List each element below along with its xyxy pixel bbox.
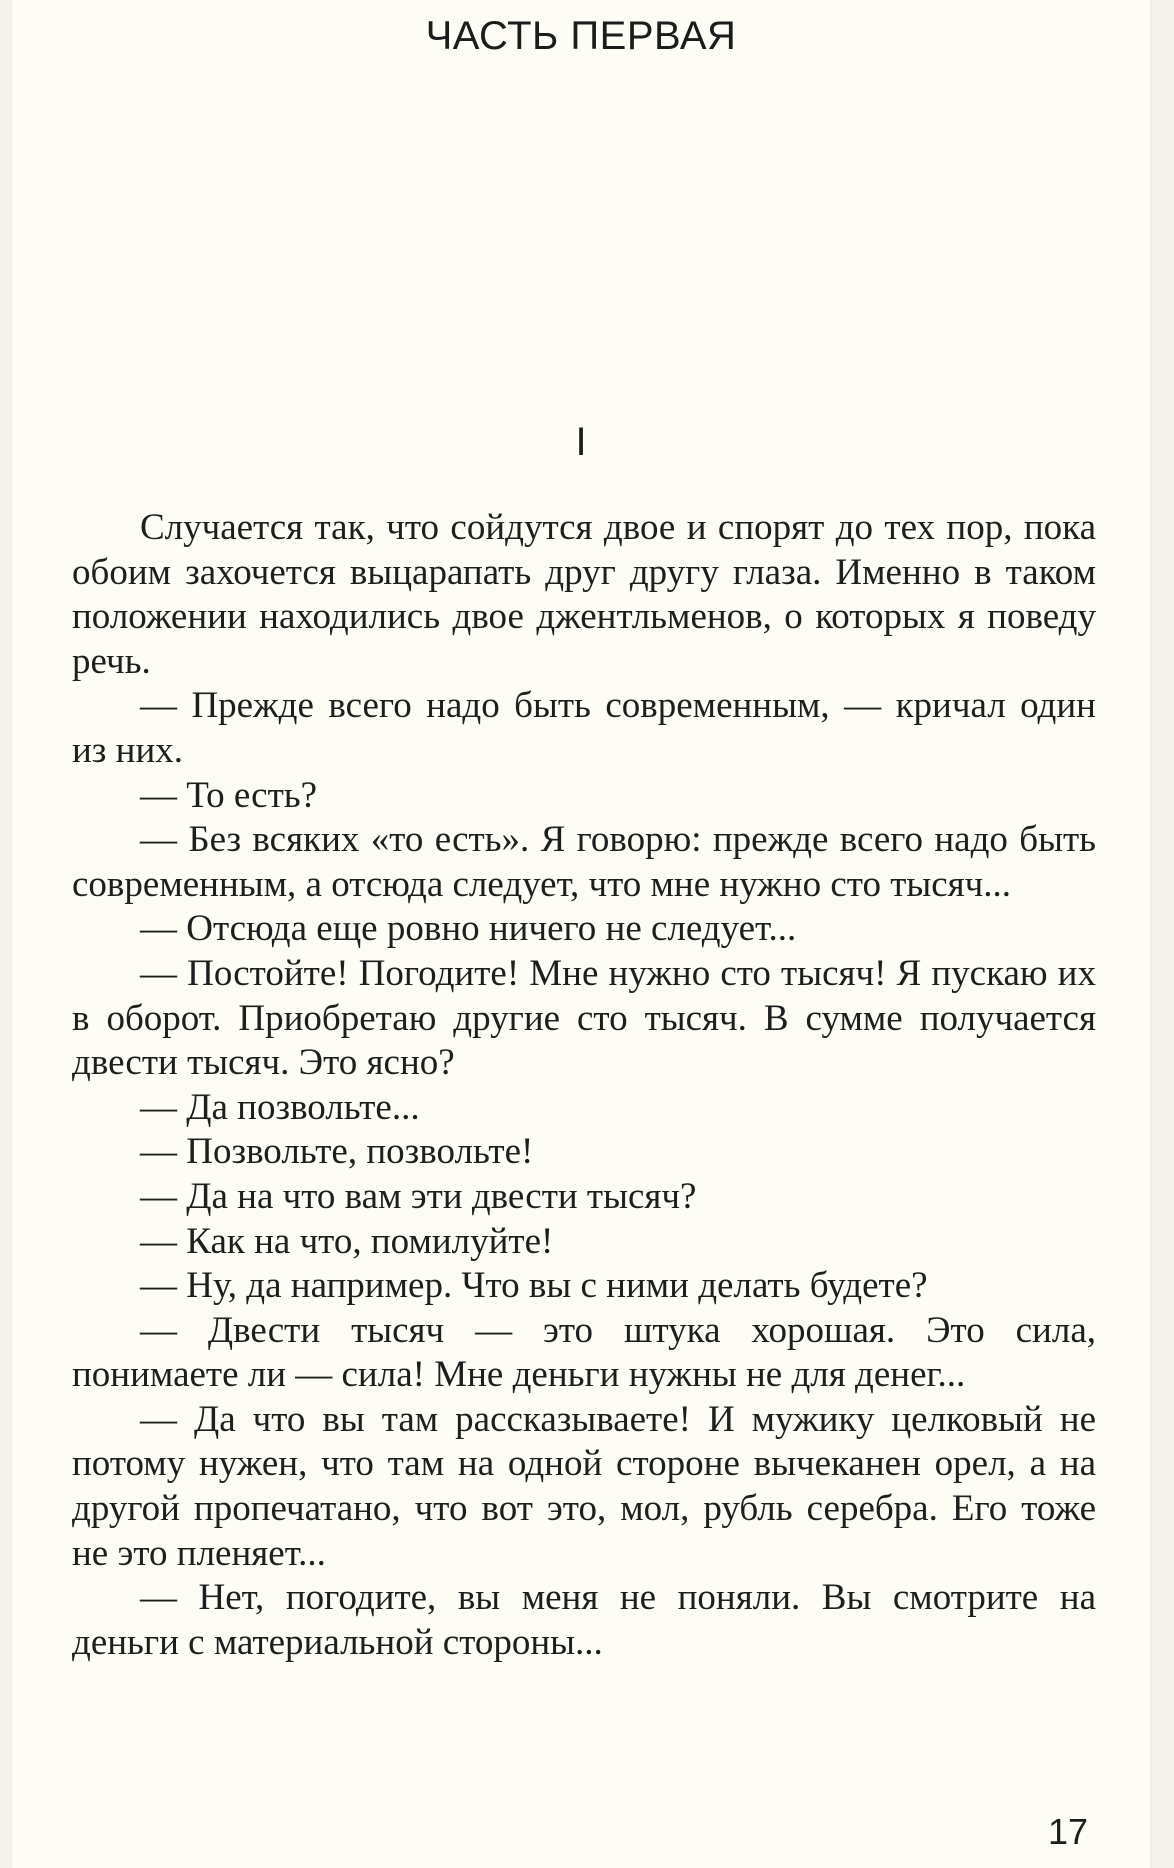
- paragraph: — Позвольте, позвольте!: [140, 1131, 534, 1173]
- paragraph: — Прежде всего надо быть современным, — кричал один из них.: [72, 685, 1096, 771]
- paragraph: — Как на что, помилуйте!: [140, 1220, 554, 1262]
- paragraph: — Ну, да например. Что вы с ними делать будете?: [140, 1265, 928, 1307]
- chapter-number: I: [575, 420, 587, 464]
- paragraph: — Постойте! Погодите! Мне нужно сто тысяч! Я пускаю их в оборот. Приобретаю другие сто тысяч. В сумме получается двести тысяч. Это ясно?: [72, 952, 1096, 1084]
- paragraph: — Двести тысяч — это штука хорошая. Это сила, понимаете ли — сила! Мне деньги нужны не для денег...: [72, 1309, 1096, 1396]
- page-number: 17: [1047, 1811, 1088, 1852]
- paragraph: — Да позвольте...: [140, 1086, 420, 1128]
- running-head: ЧАСТЬ ПЕРВАЯ: [425, 14, 737, 58]
- book-page: [12, 0, 1150, 1868]
- paragraph: Случается так, что сойдутся двое и спорят до тех пор, пока обоим захочется выцарапать друг другу глаза. Именно в таком положении находились двое джентльменов, о которых я поведу речь.: [72, 507, 1096, 682]
- paragraph: — Без всяких «то есть». Я говорю: прежде всего надо быть современным, а отсюда следует, что мне нужно сто тысяч...: [72, 819, 1096, 905]
- paragraph: — Да что вы там рассказываете! И мужику целковый не потому нужен, что там на одной стороне вычеканен орел, а на другой пропечатано, что вот это, мол, рубль серебра. Его тоже не это пленяет...: [72, 1398, 1096, 1574]
- paragraph: — Да на что вам эти двести тысяч?: [140, 1175, 697, 1217]
- paragraph: — То есть?: [140, 774, 318, 816]
- paragraph: — Нет, погодите, вы меня не поняли. Вы смотрите на деньги с материальной стороны...: [72, 1577, 1096, 1663]
- body-text: [72, 506, 1096, 1665]
- paragraph: — Отсюда еще ровно ничего не следует...: [140, 908, 797, 950]
